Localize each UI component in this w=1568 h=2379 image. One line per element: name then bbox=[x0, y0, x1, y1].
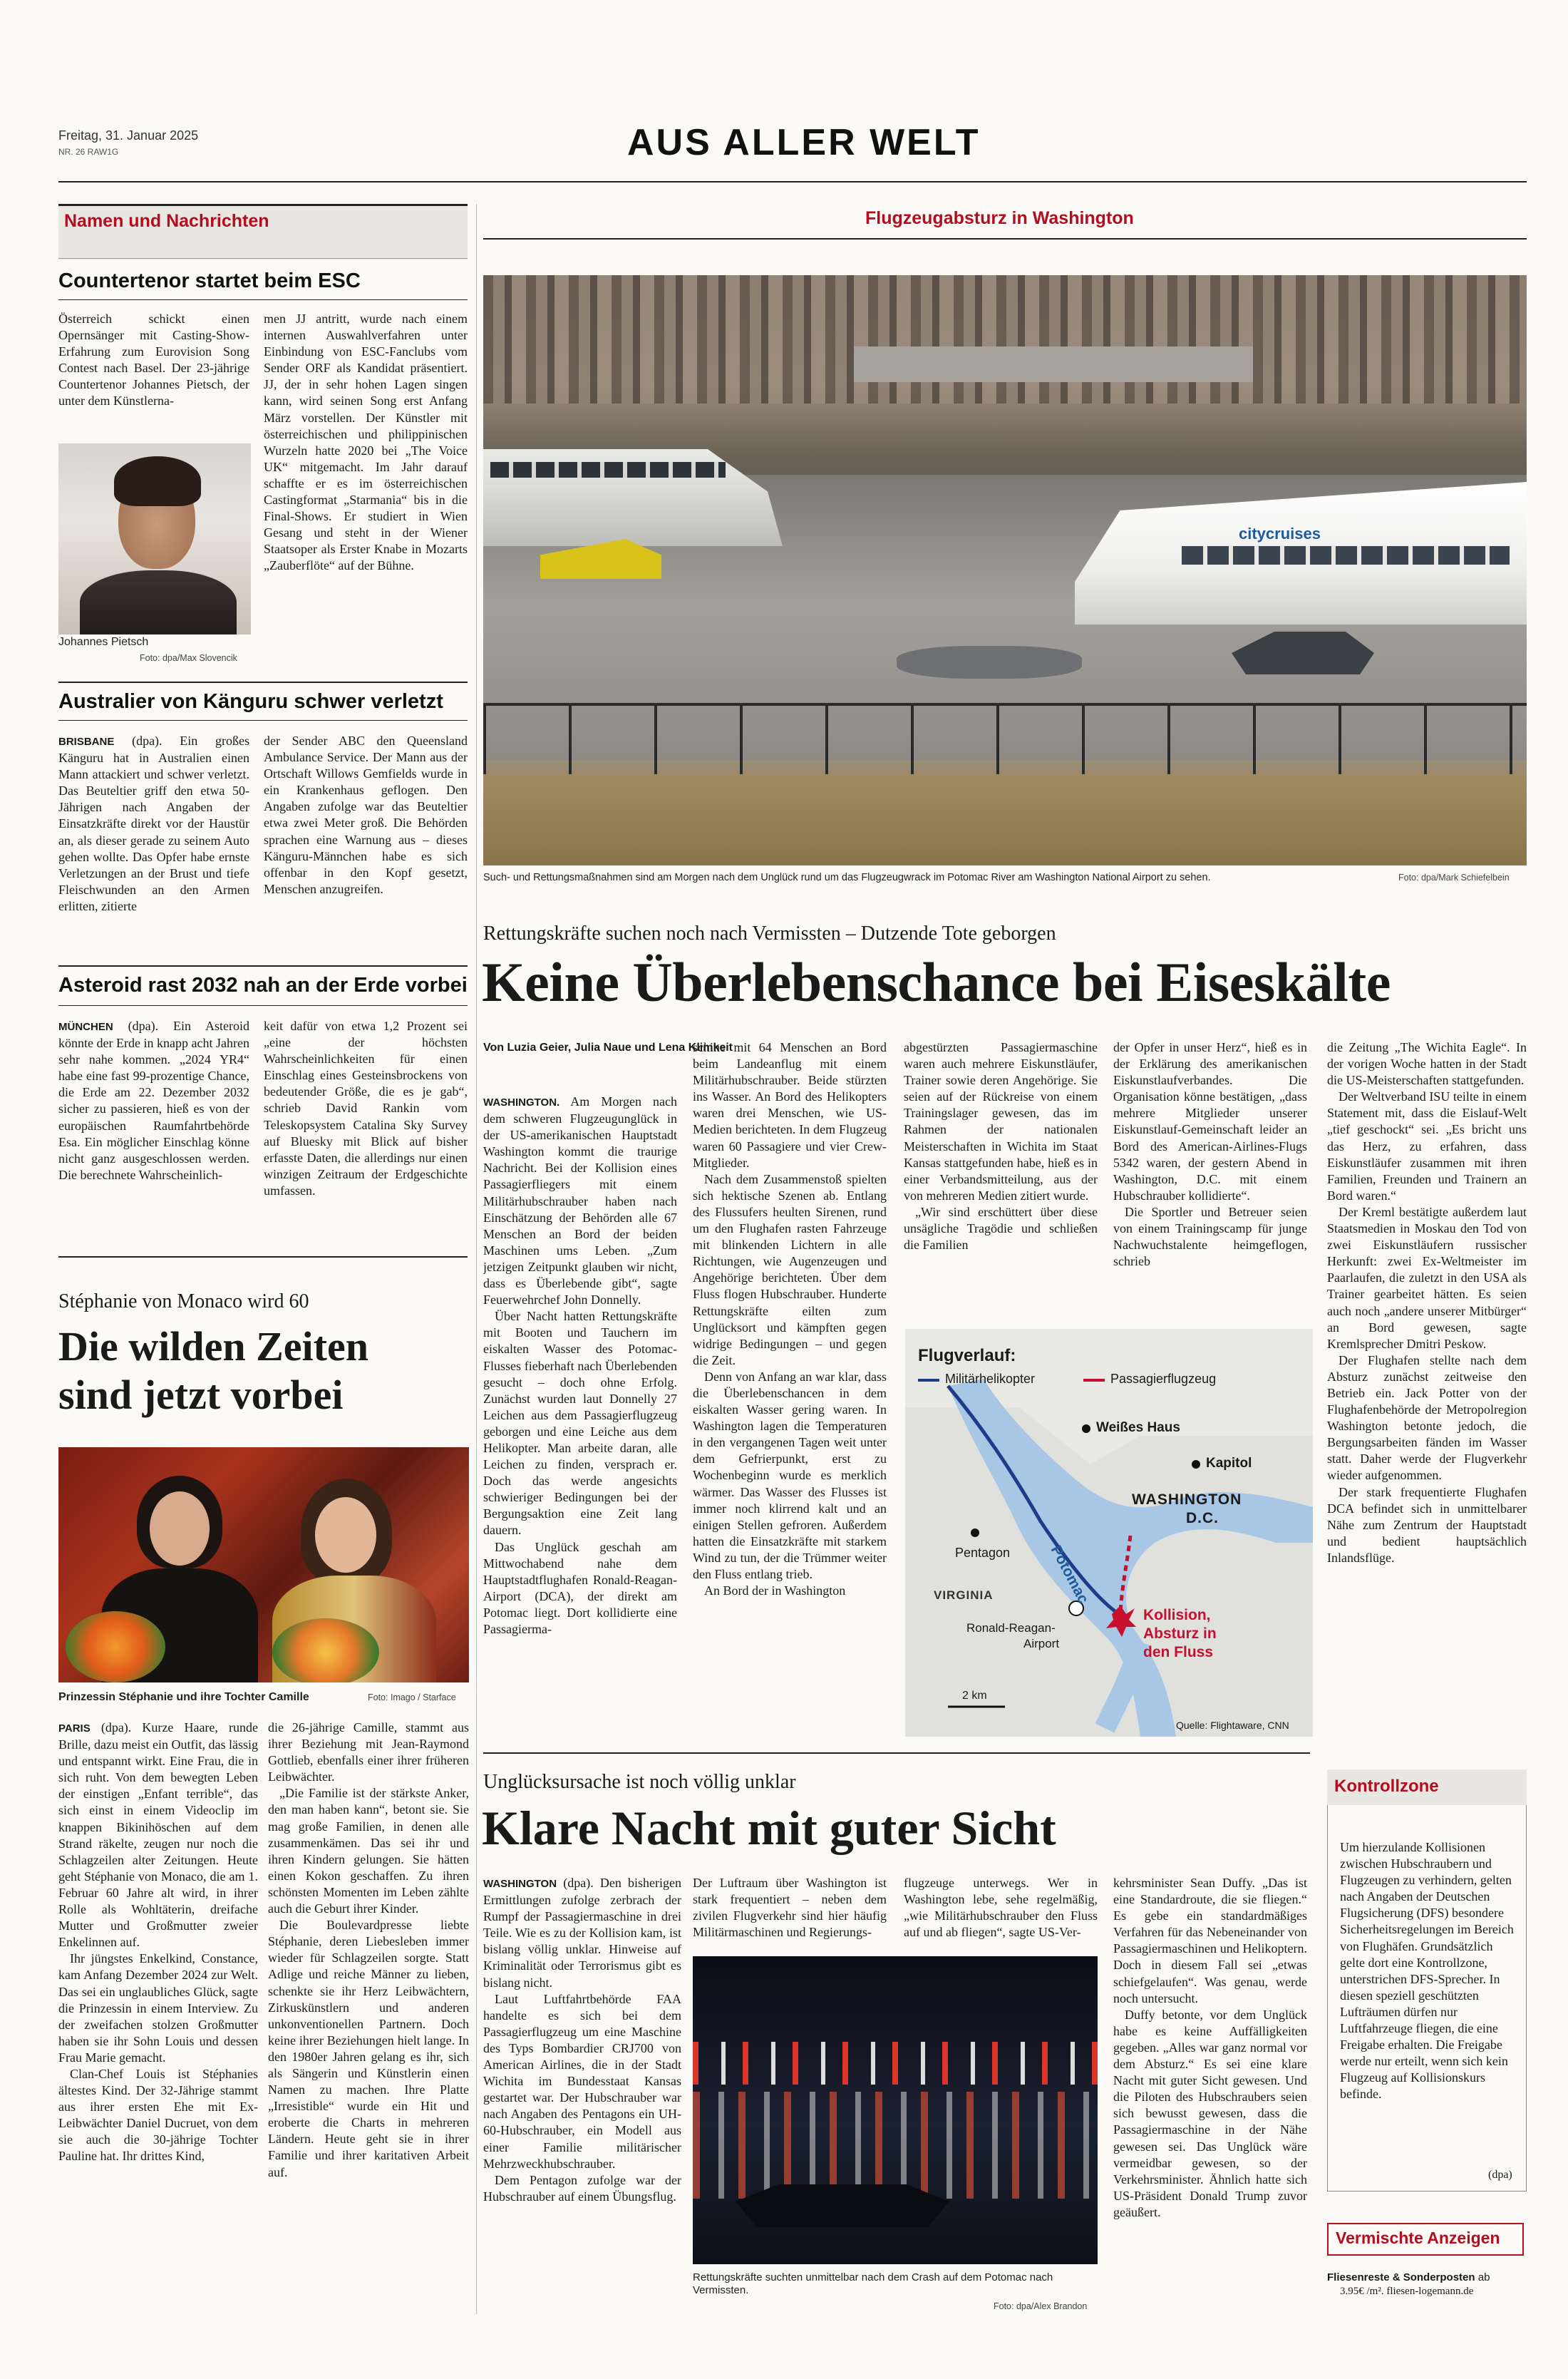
monaco-paragraph-2: Ihr jüngstes Enkelkind, Constance, kam Anfang Dezember 2024 zur Welt. Das sei ein unglaubliches Glück, sagte die Prinzessin in einem Interview. Zu der zweifachen stolzen Großmutter haben sie ihr Sohn Louis und dessen Frau Marie gemacht. bbox=[58, 1951, 258, 2065]
main-photo bbox=[483, 275, 1527, 865]
night-photo-reflections bbox=[693, 2092, 1098, 2199]
main-photo-ship-label: citycruises bbox=[1239, 525, 1321, 543]
map-legend-military-line bbox=[918, 1379, 939, 1382]
sidebar-paragraph: Um hierzulande Kollisionen zwischen Hubschraubern und Flugzeugen zu verhindern, gelten nach Angaben der Deutschen Flugsicherung (DFS) besondere Sicherheitsregelungen im Bereich von Flughäfen. Grundsätzlich gelte dort eine Kontrollzone, unterstrichen DFS-Sprecher. In diesen speziell geschützten Lufträumen dürfen nur Luftfahrzeuge fliegen, die eine Freigabe erhalten. Die Freigabe werde nur erteilt, wenn sich kein Flugzeug auf Kollisionskurs befinde. bbox=[1340, 1840, 1514, 2102]
rubric-underline bbox=[58, 258, 468, 259]
second-paragraph-1: (dpa). Den bisherigen Ermittlungen zufolge zerbrach der Rumpf der Passagiermaschine in drei Teile. Wie es zu der Kollision kam, ist bislang völlig unklar. Hinweise auf Kriminalität oder Terrorismus gibt es bislang nicht. bbox=[483, 1876, 681, 1990]
main-paragraph-10: der Opfer in unser Herz“, hieß es in der Erklärung des amerikanischen Eiskunstlaufverbandes. Die Organisation könne bestätigen, „dass mehrere Mitglieder unserer Eiskunstlauf-Gemeinschaft leider an Bord des American-Airlines-Flugs 5342 waren, der gestern Abend in Washington, D.C. mit einem Hubschrauber kollidierte“. bbox=[1113, 1040, 1307, 1203]
main-paragraph-11: Die Sportler und Betreuer seien von einem Trainingscamp für junge Nachwuchstalente heimgeflogen, schrieb bbox=[1113, 1204, 1307, 1269]
main-photo-boat-left bbox=[483, 425, 783, 546]
kangaroo-text-col2 bbox=[264, 733, 468, 961]
esc-photo-name: Johannes Pietsch bbox=[58, 636, 149, 648]
main-photo-wreck bbox=[897, 646, 1082, 679]
asteroid-top-rule bbox=[58, 965, 468, 967]
night-photo-caption: Rettungskräfte suchten unmittelbar nach dem Crash auf dem Potomac nach Vermissten. bbox=[693, 2271, 1053, 2296]
main-photo-boat-left-windows bbox=[490, 462, 726, 478]
night-photo-credit: Foto: dpa/Alex Brandon bbox=[994, 2301, 1088, 2311]
main-paragraph-6: Denn von Anfang an war klar, dass die Überlebenschancen in dem eiskalten Wasser gering waren. In Washington lagen die Temperaturen in den vergangenen Tagen weit unter dem Gefrierpunkt, erst zu Wochenbeginn wurde es merklich wärmer. Das Wasser des Flusses ist immer noch klirrend kalt und an einigen Stellen gefroren. Außerdem hatten die Einsatzkräfte mit starkem Wind zu tun, der die Trümmer weiter den Fluss entlang trieb. bbox=[693, 1369, 887, 1581]
second-paragraph-6: kehrsminister Sean Duffy. „Das ist eine Standardroute, die sie fliegen.“ Es gebe ein standardmäßiges Verfahren für das Nebeneinander von Passagiermaschinen und Helikoptern. Doch in diesem Fall sei „etwas schiefgelaufen“. Was genau, werde noch untersucht. bbox=[1113, 1876, 1307, 2005]
monaco-dateline: PARIS bbox=[58, 1722, 91, 1735]
ad-text-line1 bbox=[1327, 2271, 1490, 2283]
main-paragraph-1: Am Morgen nach dem schweren Flugzeugunglück in der US-amerikanischen Hauptstadt Washington kommt die traurige Nachricht. Bei der Kollision eines Passagierfliegers mit einem Militärhubschrauber haben nach Einschätzung der Behörden alle 67 Menschen an Bord der beiden Maschinen ums Leben. „Zum jetzigen Zeitpunkt glauben wir nicht, dass es Überlebende gibt“, sagte Feuerwehrchef John Donnelly. bbox=[483, 1094, 677, 1307]
main-paragraph-4: schine mit 64 Menschen an Bord beim Landeanflug mit einem Militärhubschrauber. Beide stürzten ins Wasser. An Bord des Helikopters waren drei Menschen, wie US-Medien berichteten. In dem Flugzeug waren 60 Passagiere und vier Crew-Mitglieder. bbox=[693, 1040, 887, 1170]
asteroid-text-col2 bbox=[264, 1018, 468, 1232]
map-marker-capitol bbox=[1192, 1460, 1200, 1469]
main-paragraph-7: An Bord der in Washington bbox=[704, 1583, 846, 1598]
main-paragraph-14: Der Kreml bestätigte außerdem laut Staatsmedien in Moskau den Tod von zwei Eiskunstläufern russischer Herkunft: zwei Ex-Weltmeister im Paarlaufen, die zuletzt in den USA als Trainer gearbeitet hätten. Es seien auch noch „andere unserer Mitbürger“ an Bord gewesen, sagte Kremlsprecher Dmitri Peskow. bbox=[1327, 1204, 1527, 1351]
main-paragraph-16: Der stark frequentierte Flughafen DCA befindet sich in unmittelbarer Nähe zum Zentrum der Hauptstadt und bedient hauptsächlich Inlandsflüge. bbox=[1327, 1484, 1527, 1565]
main-paragraph-12: die Zeitung „The Wichita Eagle“. In der vorigen Woche hatten in der Stadt die US-Meisterschaften stattgefunden. bbox=[1327, 1040, 1527, 1088]
main-photo-credit: Foto: dpa/Mark Schiefelbein bbox=[1398, 873, 1510, 883]
main-byline: Von Luzia Geier, Julia Naue und Lena Klimkeit bbox=[483, 1042, 733, 1054]
esc-photo-hair bbox=[114, 456, 201, 506]
main-text-col5 bbox=[1327, 1039, 1527, 1735]
second-text-col4 bbox=[1113, 1875, 1307, 2303]
main-dateline: WASHINGTON. bbox=[483, 1096, 560, 1109]
esc-photo bbox=[58, 443, 251, 634]
esc-text-col1 bbox=[58, 311, 249, 441]
second-paragraph-7: Duffy betonte, vor dem Unglück habe es keine Auffälligkeiten gegeben. „Alles war ganz normal vor dem Absturz.“ Es sei eine klare Nacht mit guter Sicht gewesen. Und die Piloten des Hubschraubers seien sich bewusst gewesen, dass die Passagiermaschine in der Nähe gewesen sei. Das Unglück wäre vermeidbar gewesen, so der Verkehrsminister. Ähnlich hatte sich US-Präsident Donald Trump zuvor geäußert. bbox=[1113, 2007, 1307, 2219]
asteroid-text-col1 bbox=[58, 1018, 249, 1232]
kangaroo-paragraph-2: der Sender ABC den Queensland Ambulance Service. Der Mann aus der Ortschaft Willows Gemfields wurde in ein Krankenhaus geflogen. Den Angaben zufolge war das Beuteltier etwa zwei Meter groß. Die Behörden sprachen eine Warnung aus – dieses Känguru-Männchen habe es sich offenbar in den Kopf gesetzt, Menschen anzugreifen. bbox=[264, 734, 468, 896]
map-legend-military: Militärhelikopter bbox=[945, 1372, 1036, 1386]
asteroid-rule bbox=[58, 1005, 468, 1006]
section-title: AUS ALLER WELT bbox=[627, 122, 981, 163]
monaco-photo-flowers-left bbox=[66, 1611, 165, 1682]
esc-paragraph-2: men JJ antritt, wurde nach einem internen Auswahlverfahren unter Einbindung von ESC-Fanclubs vom Sender ORF als Kandidat präsentiert. JJ, der in sehr hohen Lagen singen kann, wird seinen Song erst Anfang März vorstellen. Der Künstler mit österreichischen und philippinischen Wurzeln hatte 2020 bei „The Voice UK“ mitgemacht. Im Jahr darauf schaffte er es im österreichischen Castingformat „Starmania“ bis in die Final-Shows. Er studiert in Wien Gesang und steht in der Wiener Staatsoper als Erster Knabe in Mozarts „Zauberflöte“ auf der Bühne. bbox=[264, 312, 468, 573]
map-label-river: Potomac bbox=[1047, 1543, 1092, 1607]
monaco-text-col1 bbox=[58, 1720, 258, 2318]
main-paragraph-9: „Wir sind erschüttert über diese unsägliche Tragödie und schließen die Familien bbox=[904, 1204, 1098, 1253]
second-headline: Klare Nacht mit guter Sicht bbox=[482, 1801, 1056, 1855]
main-photo-fence-wire bbox=[483, 703, 1527, 706]
map-label-city-2: D.C. bbox=[1186, 1510, 1219, 1526]
main-kicker: Rettungskräfte suchen noch nach Vermissten – Dutzende Tote geborgen bbox=[483, 923, 1056, 945]
night-photo bbox=[693, 1956, 1098, 2264]
second-paragraph-5: flugzeuge unterwegs. Wer in Washington lebe, sehe regelmäßig, „wie Militärhubschrauber den Fluss auf und ab fliegen“, sagte US-Ver- bbox=[904, 1876, 1098, 1940]
second-text-col1 bbox=[483, 1875, 681, 2310]
monaco-kicker: Stéphanie von Monaco wird 60 bbox=[58, 1290, 309, 1312]
kangaroo-text-col1 bbox=[58, 733, 249, 961]
rubric-title: Namen und Nachrichten bbox=[64, 211, 269, 231]
map-label-airport-2: Airport bbox=[1023, 1637, 1060, 1650]
monaco-photo-caption: Prinzessin Stéphanie und ihre Tochter Camille bbox=[58, 1691, 309, 1703]
monaco-photo bbox=[58, 1447, 469, 1682]
esc-headline: Countertenor startet beim ESC bbox=[58, 269, 361, 292]
map-label-capitol: Kapitol bbox=[1206, 1456, 1252, 1471]
main-paragraph-3: Das Unglück geschah am Mittwochabend nahe dem Hauptstadtflughafen Ronald-Reagan-Airport (DCA), der direkt am Potomac liegt. Dort kollidierte eine Passagierma- bbox=[483, 1539, 677, 1636]
main-photo-ship-windows bbox=[1182, 546, 1510, 565]
map-source: Quelle: Flightaware, CNN bbox=[1176, 1720, 1289, 1731]
map-marker-pentagon bbox=[971, 1528, 979, 1537]
second-paragraph-2: Laut Luftfahrtbehörde FAA handelte es sich bei dem Passagierflugzeug um eine Maschine des Typs Bombardier CRJ700 von American Airlines, die in der Stadt Wichita im Bundesstaat Kansas gestartet war. Der Hubschrauber war nach Angaben des Pentagons ein UH-60-Hubschrauber, ein Modell aus einer Familie militärischer Mehrzweckhubschrauber. bbox=[483, 1991, 681, 2171]
kangaroo-top-rule bbox=[58, 682, 468, 683]
kangaroo-headline: Australier von Känguru schwer verletzt bbox=[58, 690, 443, 713]
second-paragraph-4: Der Luftraum über Washington ist stark frequentiert – neben dem zivilen Flugverkehr sind hier häufig Militärmaschinen und Regierungs- bbox=[693, 1876, 887, 1940]
main-photo-grass bbox=[483, 774, 1527, 865]
main-rubric: Flugzeugabsturz in Washington bbox=[865, 208, 1134, 228]
main-text-col3 bbox=[904, 1039, 1098, 1319]
monaco-photo-flowers-right bbox=[272, 1618, 379, 1682]
second-kicker: Unglücksursache ist noch völlig unklar bbox=[483, 1771, 796, 1793]
ad-text-line2: 3.95€ /m². fliesen-logemann.de bbox=[1340, 2286, 1474, 2297]
asteroid-dateline: MÜNCHEN bbox=[58, 1021, 113, 1033]
map-label-state: VIRGINIA bbox=[934, 1588, 994, 1602]
map-label-crash-2: Absturz in bbox=[1143, 1625, 1217, 1642]
main-photo-fence bbox=[483, 703, 1527, 781]
main-paragraph-2: Über Nacht hatten Rettungskräfte mit Booten und Tauchern im eiskalten Wasser des Potomac-Flusses fieberhaft nach Überlebenden gesucht – doch ohne Erfolg. Zunächst wurden laut Donnelly 27 Leichen aus dem Passagierflugzeug geborgen und eine Leiche aus dem Helikopter. Man arbeite daran, alle Leichen zu finden, versprach er. Doch das werde angesichts schwieriger Bedingungen bei der Bergungsaktion eine Zeit lang dauern. bbox=[483, 1309, 677, 1538]
main-text-col4 bbox=[1113, 1039, 1307, 1319]
monaco-photo-woman-right-face bbox=[315, 1497, 376, 1573]
asteroid-bottom-rule bbox=[58, 1256, 468, 1258]
main-photo-treeline bbox=[483, 275, 1527, 404]
asteroid-headline: Asteroid rast 2032 nah an der Erde vorbei bbox=[58, 974, 468, 997]
kangaroo-rule bbox=[58, 720, 468, 721]
main-photo-shore-building bbox=[854, 346, 1253, 382]
monaco-paragraph-1: (dpa). Kurze Haare, runde Brille, dazu meist ein Outfit, das lässig und entspannt wirkt. Eine Frau, die in sich ruht. Von dem bewegten Leben der einstigen „Enfant terrible“, das sich einst in einem Videoclip im knappen Bikinihöschen auf dem Strand räkelte, zeugen nur noch die Schlagzeilen alter Zeitungen. Heute geht Stéphanie von Monaco, die am 1. Februar 60 Jahre alt wird, in ihrer Rolle als Wohltäterin, dreifache Mutter und Großmutter zweier Enkelinnen auf. bbox=[58, 1720, 258, 1950]
column-separator bbox=[476, 204, 477, 2314]
second-paragraph-3: Dem Pentagon zufolge war der Hubschrauber auf einem Übungsflug. bbox=[483, 2172, 681, 2204]
main-text-col1 bbox=[483, 1094, 677, 1735]
flight-map bbox=[905, 1329, 1313, 1737]
ad-text-bold: Fliesenreste & Sonderposten bbox=[1327, 2271, 1475, 2283]
main-text-col2 bbox=[693, 1039, 887, 1735]
map-scale-label: 2 km bbox=[962, 1690, 987, 1702]
asteroid-paragraph-2: keit dafür von etwa 1,2 Prozent sei „eine der höchsten Wahrscheinlichkeiten für einen Einschlag eines Gesteinsbrockens von bedeutender Größe, die es je gab“, schrieb David Rankin vom Teleskopsystem Catalina Sky Survey auf Bluesky mit Blick auf bisher erfasste Daten, die allerdings nur einen winzigen Zeitraum der Erdgeschichte umfassen. bbox=[264, 1019, 468, 1198]
map-label-pentagon: Pentagon bbox=[955, 1546, 1011, 1560]
sidebar-title: Kontrollzone bbox=[1334, 1777, 1439, 1796]
map-label-crash-3: den Fluss bbox=[1143, 1644, 1214, 1660]
kangaroo-paragraph: (dpa). Ein großes Känguru hat in Australien einen Mann attackiert und schwer verletzt. Das Beuteltier griff den etwa 50-Jährigen nach Angaben der Einsatzkräfte direkt vor der Haustür an, als dieser gerade zu seinem Auto gehen wollte. Das Opfer habe ernste Verletzungen an der Brust und tiefe Fleischwunden an den Armen erlitten, zitierte bbox=[58, 734, 249, 913]
esc-photo-credit: Foto: dpa/Max Slovencik bbox=[140, 653, 237, 663]
flight-map-svg bbox=[905, 1329, 1313, 1737]
night-photo-boat bbox=[736, 2184, 949, 2227]
map-label-airport-1: Ronald-Reagan- bbox=[966, 1621, 1056, 1635]
map-label-city: WASHINGTON bbox=[1132, 1491, 1242, 1508]
monaco-headline-line1: Die wilden Zeiten bbox=[58, 1323, 368, 1370]
header-rule bbox=[58, 181, 1527, 183]
second-text-col3 bbox=[904, 1875, 1098, 1943]
kangaroo-dateline: BRISBANE bbox=[58, 736, 115, 748]
second-text-col2 bbox=[693, 1875, 887, 1943]
esc-photo-body bbox=[80, 570, 237, 634]
esc-text-col2 bbox=[264, 311, 468, 673]
main-paragraph-5: Nach dem Zusammenstoß spielten sich hektische Szenen ab. Entlang des Flussufers heulten Sirenen, rund um den Flughafen rasten Fahrzeuge mit blinkenden Lichtern in alle Richtungen, wie Augenzeugen und Angehörige berichteten. Über dem Fluss flogen Hubschrauber. Hunderte Rettungskräfte eilten zum Unglücksort und kämpften gegen widrige Bedingungen – und gegen die Zeit. bbox=[693, 1171, 887, 1367]
monaco-paragraph-5: „Die Familie ist der stärkste Anker, den man haben kann“, betont sie. Sie mag große Familien, in denen alle zusammenkämen. Das sei ihr und ihren Kindern gelungen. Sie hätten einen Kokon geschaffen. Zu ihren schönsten Momenten im Leben zählte auch die Geburt ihrer Kinder. bbox=[268, 1786, 469, 1916]
issue-number: NR. 26 RAW1G bbox=[58, 147, 119, 157]
monaco-photo-credit: Foto: Imago / Starface bbox=[368, 1692, 456, 1702]
monaco-paragraph-3: Clan-Chef Louis ist Stéphanies ältestes Kind. Der 32-Jährige stammt aus ihrer ersten Ehe mit Ex-Leibwächter Daniel Ducruet, von dem sie auch die 30-jährige Tochter Pauline hat. Ihr drittes Kind, bbox=[58, 2066, 258, 2164]
esc-rule bbox=[58, 299, 468, 300]
main-rubric-rule bbox=[483, 238, 1527, 240]
monaco-paragraph-6: Die Boulevardpresse liebte Stéphanie, deren Liebesleben immer wieder für Schlagzeilen sorgte. Statt Adlige und reiche Männer zu lieben, schenkte sie ihr Herz Leibwächtern, Zirkuskünstlern und anderen unkonventionellen Partnern. Doch keine ihrer Beziehungen hielt lange. In den 1980er Jahren gelang es ihr, sich als Sängerin und Künstlerin einen Namen zu machen. Ihre Platte „Irresistible“ wurde ein Hit und eroberte die Charts in mehreren Ländern. Heute geht sie in ihrer Familie und ihrer karitativen Arbeit auf. bbox=[268, 1918, 469, 2179]
main-paragraph-15: Der Flughafen stellte nach dem Absturz zunächst zeitweise den Betrieb ein. Jack Potter von der Flughafenbehörde der Metropolregion Washington betonte jedoch, die Bergungsarbeiten fänden im Wasser statt. Daher werde der Flugverkehr wieder aufgenommen. bbox=[1327, 1352, 1527, 1483]
main-paragraph-8: abgestürzten Passagiermaschine waren auch mehrere Eiskunstläufer, Trainer sowie deren Angehörige. Sie seien auf der Rückreise von einem Trainingslager gewesen, das im Rahmen der nationalen Meisterschaften in Wichita im Staat Kansas stattgefunden habe, hieß es in einer Verbandsmitteilung, aus der von mehreren Medien zitiert wurde. bbox=[904, 1040, 1098, 1203]
main-headline: Keine Überlebenschance bei Eiseskälte bbox=[482, 951, 1391, 1013]
main-photo-caption: Such- und Rettungsmaßnahmen sind am Morgen nach dem Unglück rund um das Flugzeugwrack im Potomac River am Washington National Airport zu sehen. bbox=[483, 872, 1211, 883]
ad-text-suffix: ab bbox=[1475, 2271, 1490, 2283]
main-paragraph-13: Der Weltverband ISU teilte in einem Statement mit, dass die Eislauf-Welt „tief geschockt“ sei. „Es bricht uns das Herz, zu erfahren, dass Eiskunstläufer zusammen mit ihren Familien, Freunden und Trainern an Bord waren.“ bbox=[1327, 1089, 1527, 1203]
sidebar-source: (dpa) bbox=[1488, 2169, 1512, 2181]
map-label-crash-1: Kollision, bbox=[1143, 1607, 1211, 1623]
map-marker-white-house bbox=[1082, 1424, 1090, 1433]
esc-paragraph: Österreich schickt einen Opernsänger mit Casting-Show-Erfahrung zum Eurovision Song Contest nach Basel. Der 23-jährige Countertenor Johannes Pietsch, der unter dem Künstlerna- bbox=[58, 312, 249, 409]
map-label-white-house: Weißes Haus bbox=[1096, 1420, 1180, 1435]
second-top-rule bbox=[483, 1752, 1310, 1754]
second-dateline: WASHINGTON bbox=[483, 1878, 557, 1890]
map-title: Flugverlauf: bbox=[918, 1346, 1016, 1365]
ad-label: Vermischte Anzeigen bbox=[1336, 2229, 1500, 2247]
monaco-text-col2 bbox=[268, 1720, 469, 2318]
night-photo-lights bbox=[693, 2042, 1098, 2085]
issue-date: Freitag, 31. Januar 2025 bbox=[58, 128, 199, 143]
sidebar-text bbox=[1340, 1839, 1515, 2174]
monaco-paragraph-4: die 26-jährige Camille, stammt aus ihrer Beziehung mit Jean-Raymond Gottlieb, ebenfalls einer ihrer früheren Leibwächter. bbox=[268, 1720, 469, 1784]
monaco-headline-line2: sind jetzt vorbei bbox=[58, 1372, 344, 1418]
map-legend-passenger: Passagierflugzeug bbox=[1110, 1372, 1217, 1386]
asteroid-paragraph: (dpa). Ein Asteroid könnte der Erde in knapp acht Jahren sehr nahe kommen. „2024 YR4“ habe eine fast 99-prozentige Chance, die Erde am 22. Dezember 2032 sicher zu passieren, hieß es von der europäischen Raumfahrtbehörde Esa. Ein möglicher Einschlag könne nicht ganz ausgeschlossen werden. Die berechnete Wahrscheinlich- bbox=[58, 1019, 249, 1182]
monaco-photo-woman-left-face bbox=[150, 1491, 210, 1566]
map-legend-passenger-line bbox=[1083, 1379, 1105, 1382]
